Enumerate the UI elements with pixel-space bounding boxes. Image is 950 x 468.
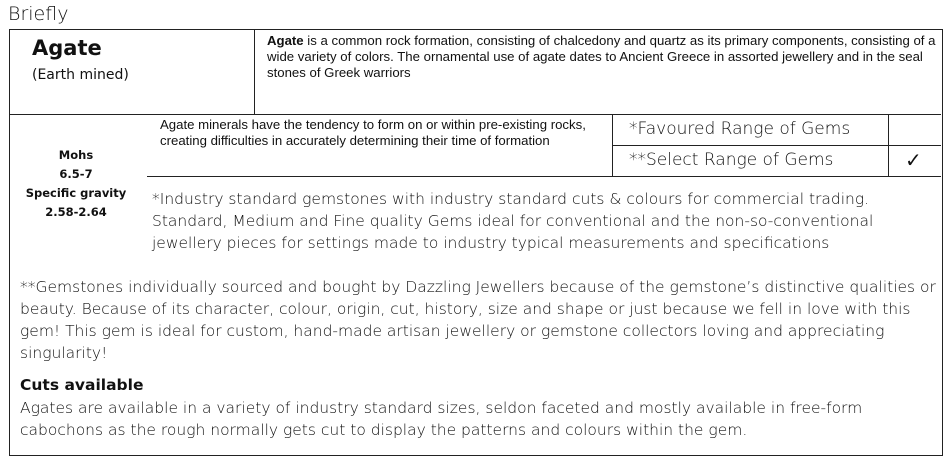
select-range-label: **Select Range of Gems bbox=[629, 150, 834, 170]
check-icon: ✓ bbox=[905, 150, 922, 172]
column-divider bbox=[888, 115, 889, 177]
sg-label: Specific gravity bbox=[25, 186, 127, 200]
mohs-label: Mohs bbox=[58, 148, 94, 162]
column-divider bbox=[612, 115, 613, 177]
sg-value: 2.58-2.64 bbox=[45, 205, 107, 219]
section-heading: Briefly bbox=[8, 3, 69, 25]
gem-name: Agate bbox=[32, 36, 102, 60]
gem-description bbox=[267, 33, 937, 81]
gem-properties bbox=[14, 146, 138, 222]
mohs-value: 6.5-7 bbox=[59, 167, 93, 181]
favoured-range-label: *Favoured Range of Gems bbox=[629, 119, 851, 139]
description-bold: Agate bbox=[267, 33, 304, 48]
select-range-text: **Gemstones individually sourced and bought by Dazzling Jewellers because of the gemstone’s distinctive qualities or beauty. Because of its character, colour, origin, cut, history, size and shape or just because we fell in love with this gem! This gem is ideal for custom, hand-made artisan jewellery or gemstone collectors loving and appreciating singularity! bbox=[20, 278, 936, 362]
column-divider bbox=[254, 29, 255, 115]
standard-range-text: *Industry standard gemstones with industry standard cuts & colours for commercial trading. Standard, Medium and Fine quality Gems ideal for conventional and the non-so-conventional jewellery pieces for settings made to industry typical measurements and specifications bbox=[152, 190, 874, 252]
row-divider bbox=[612, 145, 941, 146]
gem-origin: (Earth mined) bbox=[32, 67, 129, 83]
description-text: is a common rock formation, consisting of chalcedony and quartz as its primary components, consisting of a wide variety of colors. The ornamental use of agate dates to Ancient Greece in assorted jewellery and in the seal stones of Greek warriors bbox=[267, 33, 936, 80]
formation-text: Agate minerals have the tendency to form on or within pre-existing rocks, creating difficulties in accurately determining their time of formation bbox=[160, 117, 586, 148]
cuts-text: Agates are available in a variety of industry standard sizes, seldon faceted and mostly available in free-form cabochons as the rough normally gets cut to display the patterns and colours within the gem. bbox=[20, 399, 863, 439]
cuts-heading: Cuts available bbox=[20, 376, 144, 394]
